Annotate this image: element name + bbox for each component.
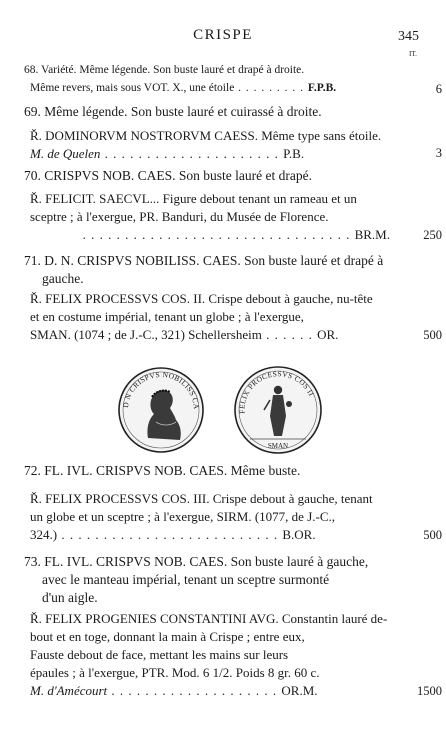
entry-70-reverse-text-2: sceptre ; à l'exergue, PR. Banduri, du Musée de Florence. xyxy=(30,209,329,224)
entry-72-text: 72. FL. IVL. CRISPVS NOB. CAES. Même buste. xyxy=(24,463,301,478)
entry-72-price: 500 xyxy=(423,528,442,542)
entry-73-text-1: 73. FL. IVL. CRISPVS NOB. CAES. Son buste lauré à gauche, xyxy=(24,554,369,569)
entry-70-reverse: Ř. FELICIT. SAECVL... Figure debout tenant un rameau et un sceptre ; à l'exergue, PR. Banduri, du Musée de Florence. . . . . . . . . . . . . . . . . . . . . . . . . . . . . . . . . BR.M. xyxy=(30,191,390,242)
coin-illustration xyxy=(112,364,332,456)
obverse-legend: D N CRISPVS NOBILISS CA xyxy=(121,369,202,410)
page-number: 345 xyxy=(398,29,419,44)
entry-69 xyxy=(24,103,384,121)
entry-68-text: 68. Variété. Même légende. Son buste lauré et drapé à droite. xyxy=(24,64,305,76)
entry-73-text-2: avec le manteau impérial, tenant un sceptre surmonté xyxy=(42,572,330,587)
entry-71-text-2: gauche. xyxy=(42,271,84,286)
entry-71-reverse-text-2: et en costume impérial, tenant un globe ; à l'exergue, xyxy=(30,309,304,324)
entry-70-reverse-text-1: Ř. FELICIT. SAECVL... Figure debout tenant un rameau et un xyxy=(30,191,357,206)
entry-69-price: 3 xyxy=(435,146,442,160)
entry-71-reverse-text-1: Ř. FELIX PROCESSVS COS. II. Crispe debout à gauche, nu-tête xyxy=(30,291,373,306)
entry-73-text-3: d'un aigle. xyxy=(42,590,98,605)
entry-68-price: 6 xyxy=(435,82,442,96)
entry-73-tag: OR.M. xyxy=(281,683,318,698)
entry-72-reverse: Ř. FELIX PROCESSVS COS. III. Crispe debout à gauche, tenant un globe et un sceptre ; à l'exergue, SIRM. (1077, de J.-C., 324.) . . . . . . . . . . . . . . . . . . . . . . . . . . B.OR. xyxy=(30,490,390,544)
entry-70-tag: BR.M. xyxy=(354,227,390,242)
entry-69-text: 69. Même légende. Son buste lauré et cuirassé à droite. xyxy=(24,104,322,119)
entry-72 xyxy=(24,462,384,480)
coin-engraving xyxy=(112,364,332,456)
entry-68-reverse-text: Même revers, mais sous VOT. X., une étoile xyxy=(30,82,235,94)
entry-73-reverse-text-2: bout et en toge, donnant la main à Crispe ; entre eux, xyxy=(30,629,305,644)
reverse-exergue: SMAN xyxy=(267,442,289,450)
entry-70-text: 70. CRISPVS NOB. CAES. Son buste lauré et drapé. xyxy=(24,168,312,183)
entry-71-reverse-text-3: SMAN. (1074 ; de J.-C., 321) Schellersheim xyxy=(30,327,262,342)
entry-69-reverse-text: Ř. DOMINORVM NOSTRORVM CAESS. Même type sans étoile. xyxy=(30,128,382,143)
entry-72-reverse-text-3: 324.) xyxy=(30,527,58,542)
entry-72-tag: B.OR. xyxy=(282,527,316,542)
entry-71 xyxy=(24,252,384,288)
entry-73-reverse-text-1: Ř. FELIX PROGENIES CONSTANTINI AVG. Constantin lauré de- xyxy=(30,611,388,626)
entry-73-reverse: Ř. FELIX PROGENIES CONSTANTINI AVG. Constantin lauré de- bout et en toge, donnant la main à Crispe ; entre eux, Fauste debout de face, mettant les mains sur leurs épaules ; à l'exergue, PTR. Mod. 6 1/2. Poids 8 gr. 60 c. M. d'Amécourt . . . . . . . . . . . . . . . . . . . . OR.M. xyxy=(30,610,390,700)
entry-72-reverse-text-2: un globe et un sceptre ; à l'exergue, SIRM. (1077, de J.-C., xyxy=(30,509,336,524)
entry-73-price: 1500 xyxy=(417,684,442,698)
entry-73-reverse-text-3: Fauste debout de face, mettant les mains sur leurs xyxy=(30,647,289,662)
obverse-coin xyxy=(112,364,203,452)
entry-72-reverse-text-1: Ř. FELIX PROCESSVS COS. III. Crispe debout à gauche, tenant xyxy=(30,491,373,506)
entry-68 xyxy=(24,62,384,78)
page-signature: IT. xyxy=(409,50,417,58)
entry-71-reverse: Ř. FELIX PROCESSVS COS. II. Crispe debout à gauche, nu-tête et en costume impérial, tenant un globe ; à l'exergue, SMAN. (1074 ; de J.-C., 321) Schellersheim . . . . . . OR. xyxy=(30,290,390,344)
entry-71-text-1: 71. D. N. CRISPVS NOBILISS. CAES. Son buste lauré et drapé à xyxy=(24,253,384,268)
reverse-coin xyxy=(235,367,321,453)
entry-69-tag: P.B. xyxy=(283,146,305,161)
entry-73 xyxy=(24,553,384,607)
entry-68-tag: F.P.B. xyxy=(307,82,337,94)
page-title: CRISPE xyxy=(193,27,253,43)
entry-71-tag: OR. xyxy=(317,327,339,342)
entry-69-collection: M. de Quelen xyxy=(30,146,101,161)
reverse-legend: FELIX PROCESSVS COS II xyxy=(237,369,317,414)
entry-69-reverse: Ř. DOMINORVM NOSTRORVM CAESS. Même type sans étoile. M. de Quelen . . . . . . . . . . . . . . . . . . . . . P.B. xyxy=(30,127,390,163)
entry-70-price: 250 xyxy=(423,228,442,242)
entry-70 xyxy=(24,167,384,185)
entry-68-reverse: Même revers, mais sous VOT. X., une étoile . . . . . . . . . F.P.B. xyxy=(30,82,337,94)
entry-73-collection: M. d'Amécourt xyxy=(30,683,108,698)
entry-73-reverse-text-4: épaules ; à l'exergue, PTR. Mod. 6 1/2. Poids 8 gr. 60 c. xyxy=(30,665,320,680)
entry-71-price: 500 xyxy=(423,328,442,342)
